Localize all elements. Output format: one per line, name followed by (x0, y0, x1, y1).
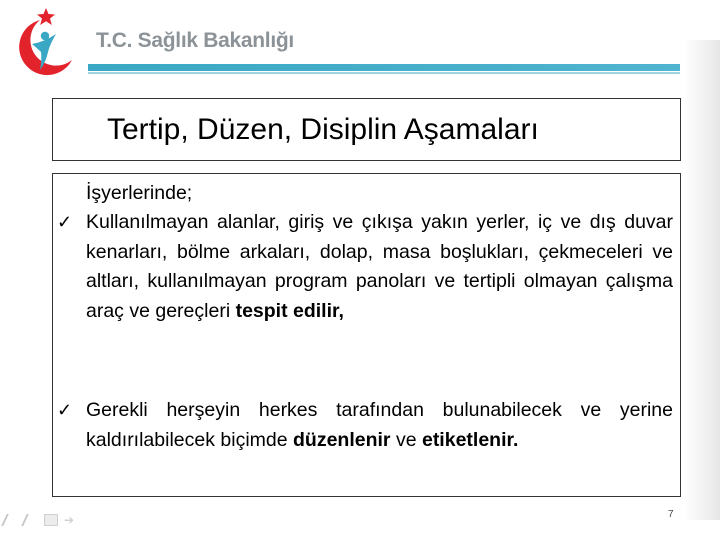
header-rule-thin (88, 72, 680, 74)
highlighter-icon[interactable] (21, 514, 41, 526)
bullet-body (86, 208, 673, 326)
header-rule (88, 64, 680, 71)
title-box (52, 98, 681, 161)
checkmark-icon: ✓ (57, 212, 73, 232)
bullet-body (86, 396, 673, 455)
bullet-text: ve (390, 428, 422, 451)
bullet-bold: tespit edilir, (235, 299, 344, 322)
pen-icon[interactable] (1, 514, 21, 526)
ministry-logo-icon (10, 6, 82, 80)
org-name: T.C. Sağlık Bakanlığı (96, 29, 294, 52)
page-number: 7 (668, 509, 674, 520)
slideshow-toolbar (4, 514, 78, 526)
list-item (57, 396, 673, 455)
bullet-text: Kullanılmayan alanlar, giriş ve çıkışa yakın yerler, iç ve dış duvar kenarları, bölme arkaları, dolap, masa boşlukları, çekmeceleri ve altları, kullanılmayan program panoları ve tertipli olmayan çalışma araç ve gereçleri (86, 211, 673, 322)
next-arrow-icon[interactable]: ➔ (64, 513, 75, 527)
slide-title: Tertip, Düzen, Disiplin Aşamaları (107, 113, 539, 146)
list-item (57, 208, 673, 326)
content-box (52, 173, 681, 497)
intro-text: İşyerlerinde; (86, 182, 193, 204)
bullet-text: Gerekli herşeyin herkes tarafından bulunabilecek ve yerine kaldırılabilecek biçimde (86, 399, 673, 451)
slides-icon[interactable] (44, 514, 58, 526)
bullet-bold: düzenlenir (293, 428, 391, 451)
edge-shadow (684, 40, 720, 520)
bullet-bold: etiketlenir. (421, 428, 519, 451)
checkmark-icon: ✓ (57, 400, 73, 420)
